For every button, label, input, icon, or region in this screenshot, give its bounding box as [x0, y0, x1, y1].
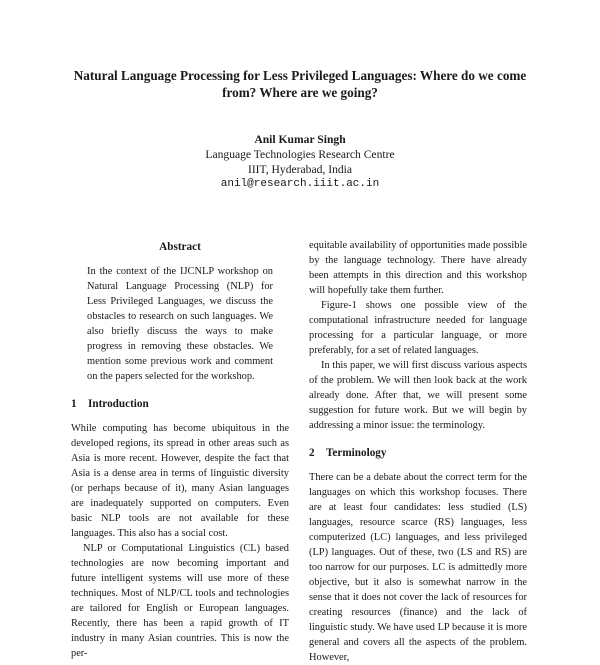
terminology-paragraph-1: There can be a debate about the correct term for the languages on which this workshop focuses. There are at least four candidates: less studied (LS) languages, resource scarce (RS) languages, less computerized (LC) languages, and less privileged (LP) languages. Out of these, two (LS and RS) are too narrow for our purposes. LC is admittedly more objective, but it also is somewhat narrow in the sense that it does not cover the lack of resources for creating resources (finance) and the lack of linguistic study. We have used LP because it is more general and covers all the aspects of the problem. However, [309, 472, 527, 663]
section-number: 1 [71, 398, 77, 410]
author-affiliation: Language Technologies Research Centre [205, 148, 395, 161]
author-institution: IIIT, Hyderabad, India [247, 163, 353, 176]
intro-paragraph-continued: equitable availability of opportunities made possible by the language technology. There have already been attempts in this direction and this workshop will hopefully take them further. [309, 240, 527, 296]
intro-paragraph-2: NLP or Computational Linguistics (CL) based technologies are now becoming important and future intelligent systems will use more of these techniques. Most of NLP/CL tools and technologies are tailored for English or European languages. Recently, there has been a rapid growth of IT industry in many Asian countries. This is now the per- [71, 543, 289, 659]
left-column [71, 240, 289, 661]
right-column [309, 238, 527, 665]
intro-paragraph-1: While computing has become ubiquitous in the developed regions, its spread in other areas such as Asia is more recent. However, despite the fact that Asia is a dense area in terms of linguistic diversity (or perhaps because of it), many Asian languages are inadequately supported on computers. Even basic NLP tools are not available for these languages. This also has a social cost. [71, 423, 289, 539]
section-number: 2 [309, 447, 315, 459]
section-heading-terminology [309, 446, 527, 461]
intro-paragraph-plan: In this paper, we will first discuss various aspects of the problem. We will then look back at the work already done. After that, we will present some suggestion for future work. But we will begin by addressing a minor issue: the terminology. [309, 360, 527, 431]
author-block [100, 132, 500, 192]
author-email: anil@research.iiit.ac.in [220, 178, 380, 190]
intro-paragraph-figure: Figure-1 shows one possible view of the computational infrastructure needed for language processing for a particular language, or more preferably, for a set of related languages. [309, 300, 527, 356]
section-title: Terminology [326, 447, 387, 459]
paper-title: Natural Language Processing for Less Privileged Languages: Where do we come from? Where are we going? [73, 68, 527, 100]
author-name: Anil Kumar Singh [254, 133, 346, 146]
abstract-text: In the context of the IJCNLP workshop on Natural Language Processing (NLP) for Less Privileged Languages, we discuss the obstacles to research on such languages. We also briefly discuss the ways to make progress in removing these obstacles. We mention some previous work and comment on the papers selected for the workshop. [87, 266, 273, 382]
abstract-heading: Abstract [159, 241, 201, 253]
section-heading-introduction [71, 397, 289, 412]
section-title: Introduction [88, 398, 149, 410]
